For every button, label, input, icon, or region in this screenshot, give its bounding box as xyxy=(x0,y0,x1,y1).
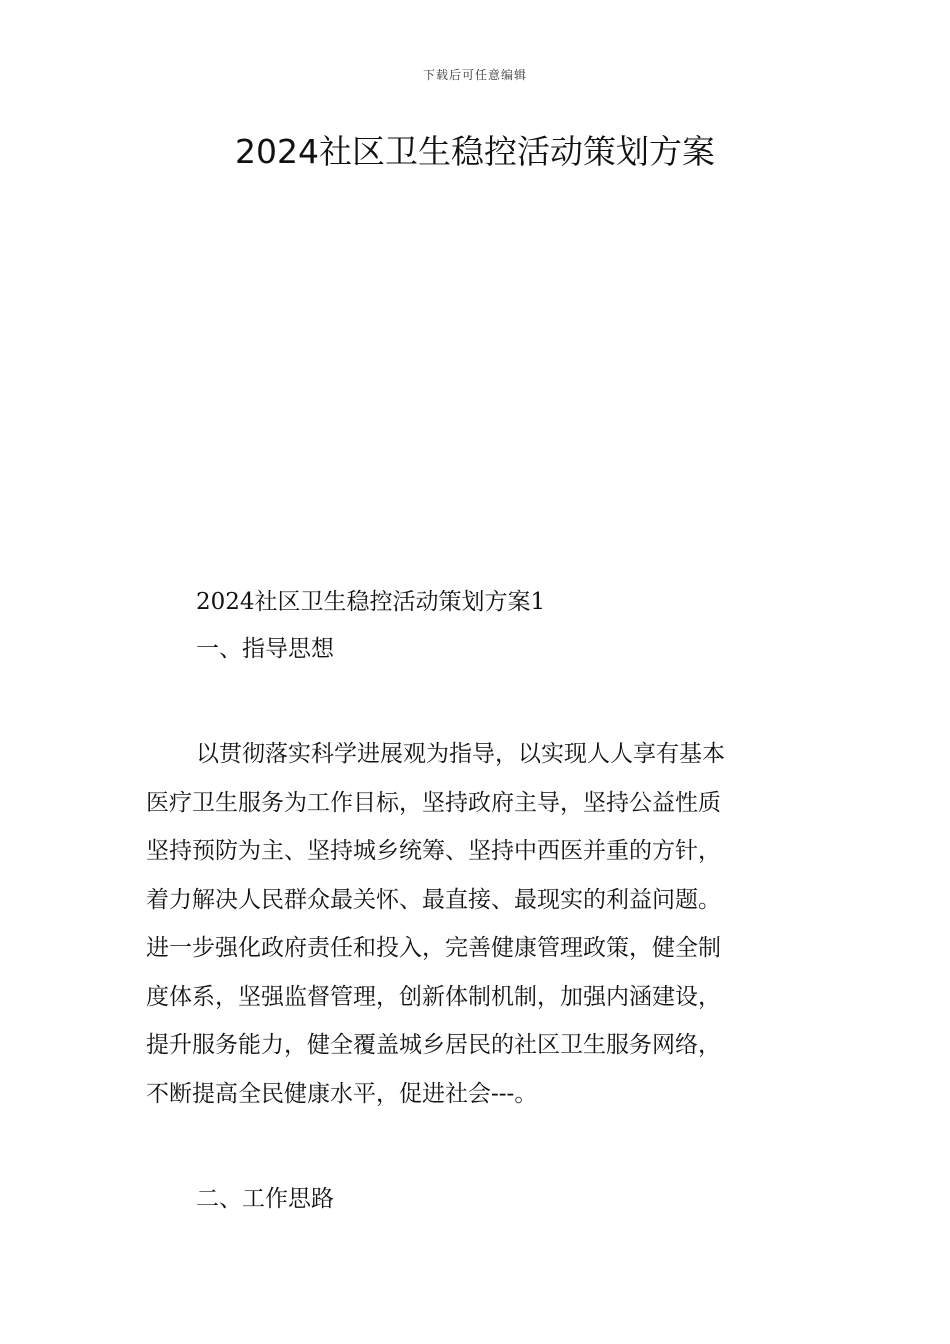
paragraph-line: 度体系，坚强监督管理，创新体制机制，加强内涵建设， xyxy=(146,983,721,1010)
paragraph-line: 进一步强化政府责任和投入，完善健康管理政策，健全制 xyxy=(146,935,721,961)
paragraph-line: 提升服务能力，健全覆盖城乡居民的社区卫生服务网络， xyxy=(146,1032,721,1058)
paragraph-line: 不断提高全民健康水平，促进社会---。 xyxy=(146,1080,538,1107)
paragraph-guiding-ideology xyxy=(146,730,816,1118)
paragraph-line: 医疗卫生服务为工作目标，坚持政府主导，坚持公益性质 xyxy=(146,789,721,816)
header-note: 下载后可任意编辑 xyxy=(422,68,527,82)
section-heading-work-approach: 二、工作思路 xyxy=(196,1186,334,1212)
paragraph-line: 着力解决人民群众最关怀、最直接、最现实的利益问题。 xyxy=(146,886,721,913)
paragraph-line: 以贯彻落实科学进展观为指导，以实现人人享有基本 xyxy=(196,741,725,767)
document-title: 2024社区卫生稳控活动策划方案 xyxy=(235,132,715,171)
section-heading-guiding-ideology: 一、指导思想 xyxy=(196,636,334,662)
document-subtitle: 2024社区卫生稳控活动策划方案1 xyxy=(196,589,546,615)
paragraph-line: 坚持预防为主、坚持城乡统筹、坚持中西医并重的方针， xyxy=(146,838,721,864)
